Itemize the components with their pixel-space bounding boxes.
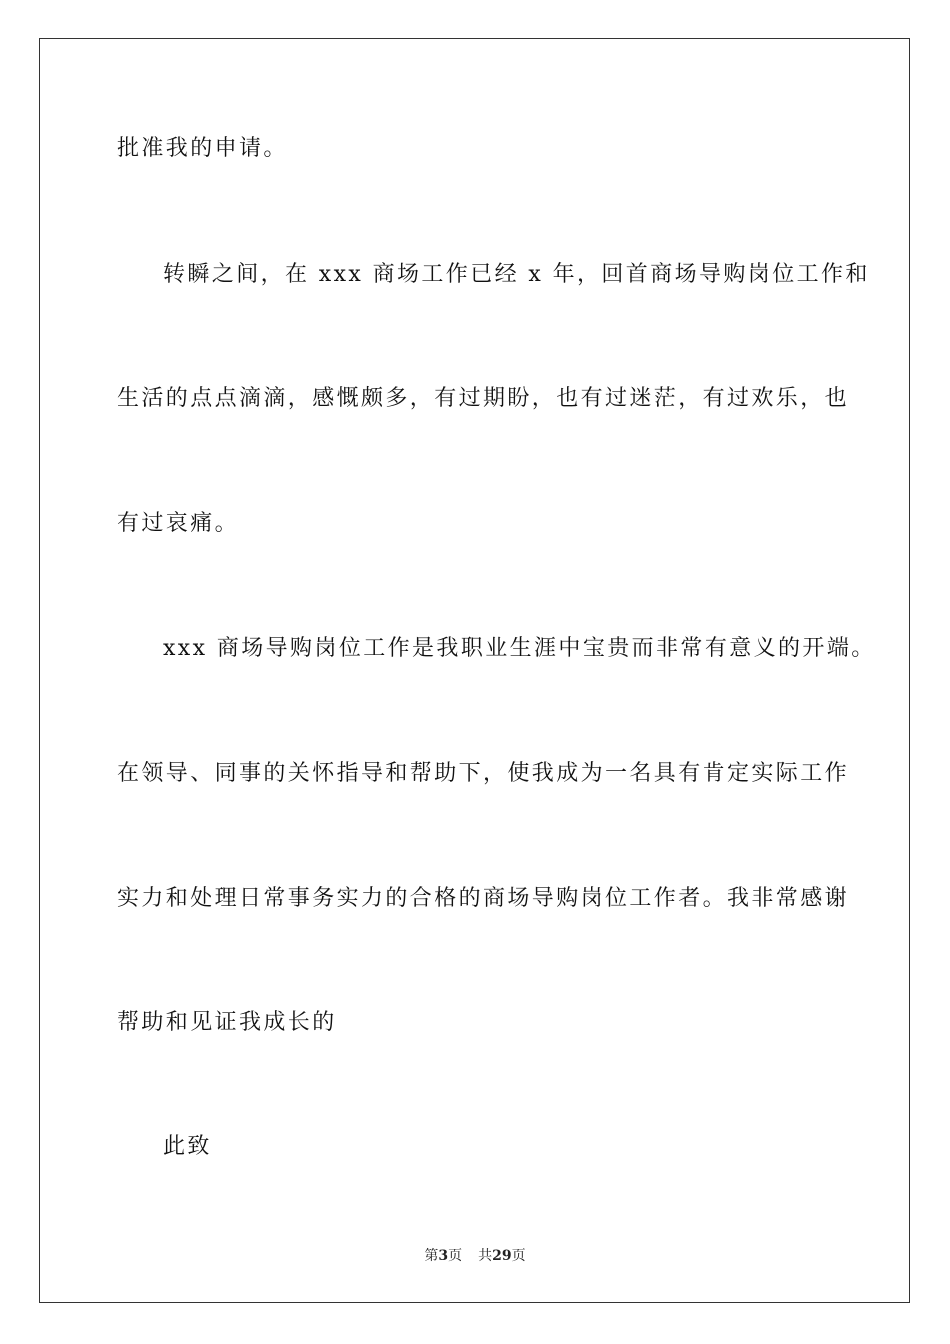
paragraph-start-line: xxx 商场导购岗位工作是我职业生涯中宝贵而非常有意义的开端。 bbox=[163, 636, 876, 661]
body-text-line: 在领导、同事的关怀指导和帮助下，使我成为一名具有肯定实际工作 bbox=[117, 761, 850, 786]
total-pages: 29 bbox=[492, 1248, 512, 1264]
closing-salutation: 此致 bbox=[163, 1134, 212, 1159]
body-text-line: 批准我的申请。 bbox=[117, 136, 288, 161]
body-text-line: 生活的点点滴滴，感慨颇多，有过期盼，也有过迷茫，有过欢乐，也 bbox=[117, 386, 850, 411]
total-suffix: 页 bbox=[511, 1248, 526, 1264]
page-suffix: 页 bbox=[448, 1248, 463, 1264]
body-text-line: 有过哀痛。 bbox=[117, 511, 240, 536]
page-border bbox=[39, 38, 910, 1303]
paragraph-start-line: 转瞬之间，在 xxx 商场工作已经 x 年，回首商场导购岗位工作和 bbox=[163, 262, 870, 287]
body-text-line: 帮助和见证我成长的 bbox=[117, 1010, 337, 1035]
body-text-line: 实力和处理日常事务实力的合格的商场导购岗位工作者。我非常感谢 bbox=[117, 886, 850, 911]
page-prefix: 第 bbox=[424, 1248, 439, 1264]
page-footer bbox=[0, 1246, 950, 1266]
total-prefix: 共 bbox=[478, 1248, 493, 1264]
page-number: 3 bbox=[438, 1248, 449, 1264]
